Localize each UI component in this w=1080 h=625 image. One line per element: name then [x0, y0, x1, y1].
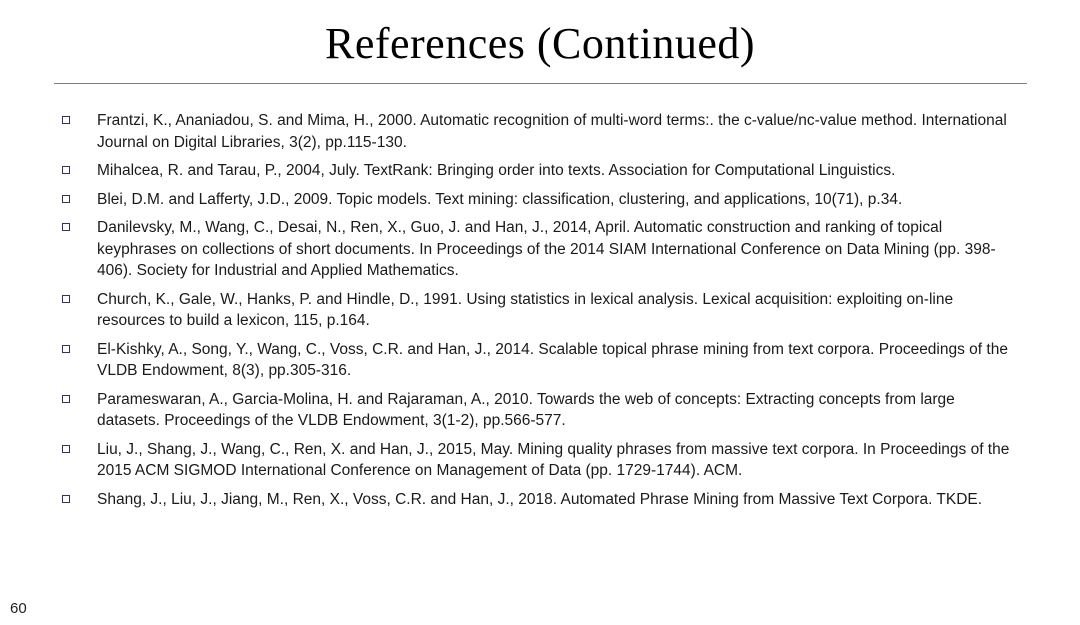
- reference-item: [62, 289, 1018, 332]
- reference-text: Parameswaran, A., Garcia-Molina, H. and Rajaraman, A., 2010. Towards the web of concepts: Extracting concepts from large datasets. Proceedings of the VLDB Endowment, 3(1-2), pp.566-577.: [97, 390, 955, 429]
- reference-text: Frantzi, K., Ananiadou, S. and Mima, H., 2000. Automatic recognition of multi-word terms:. the c-value/nc-value method. International Journal on Digital Libraries, 3(2), pp.115-130.: [97, 112, 1007, 151]
- slide-title: References (Continued): [324, 19, 756, 68]
- reference-item: [62, 339, 1018, 382]
- reference-item: [62, 439, 1018, 482]
- reference-text: El-Kishky, A., Song, Y., Wang, C., Voss, C.R. and Han, J., 2014. Scalable topical phrase mining from text corpora. Proceedings of the VLDB Endowment, 8(3), pp.305-316.: [97, 340, 1008, 379]
- square-bullet-icon: [62, 495, 70, 503]
- reference-item: [62, 189, 1018, 211]
- square-bullet-icon: [62, 295, 70, 303]
- title-divider: [54, 83, 1027, 84]
- references-list: [0, 110, 1080, 510]
- reference-text: Mihalcea, R. and Tarau, P., 2004, July. TextRank: Bringing order into texts. Association for Computational Linguistics.: [97, 162, 896, 179]
- square-bullet-icon: [62, 445, 70, 453]
- square-bullet-icon: [62, 345, 70, 353]
- reference-text: Church, K., Gale, W., Hanks, P. and Hindle, D., 1991. Using statistics in lexical analysis. Lexical acquisition: exploiting on-line resources to build a lexicon, 115, p.164.: [97, 290, 954, 329]
- reference-text: Shang, J., Liu, J., Jiang, M., Ren, X., Voss, C.R. and Han, J., 2018. Automated Phrase Mining from Massive Text Corpora. TKDE.: [97, 490, 983, 508]
- square-bullet-icon: [62, 195, 70, 203]
- reference-item: [62, 389, 1018, 432]
- reference-item: [62, 110, 1018, 153]
- reference-item: [62, 160, 1018, 182]
- square-bullet-icon: [62, 166, 70, 174]
- square-bullet-icon: [62, 395, 70, 403]
- square-bullet-icon: [62, 223, 70, 231]
- reference-text: Blei, D.M. and Lafferty, J.D., 2009. Topic models. Text mining: classification, clustering, and applications, 10(71), p.34.: [97, 190, 903, 208]
- reference-item: [62, 489, 1018, 511]
- square-bullet-icon: [62, 116, 70, 124]
- reference-item: [62, 217, 1018, 282]
- reference-text: Liu, J., Shang, J., Wang, C., Ren, X. and Han, J., 2015, May. Mining quality phrases from massive text corpora. In Proceedings of the 2015 ACM SIGMOD International Conference on Management of Data (pp. 1729-1744). ACM.: [97, 440, 1010, 479]
- slide: [0, 18, 1080, 625]
- page-number: 60: [10, 600, 27, 617]
- reference-text: Danilevsky, M., Wang, C., Desai, N., Ren, X., Guo, J. and Han, J., 2014, April. Automatic construction and ranking of topical keyphrases on collections of short documents. In Proceedings of the 2014 SIAM International Conference on Data Mining (pp. 398-406). Society for Industrial and Applied Mathematics.: [97, 219, 996, 279]
